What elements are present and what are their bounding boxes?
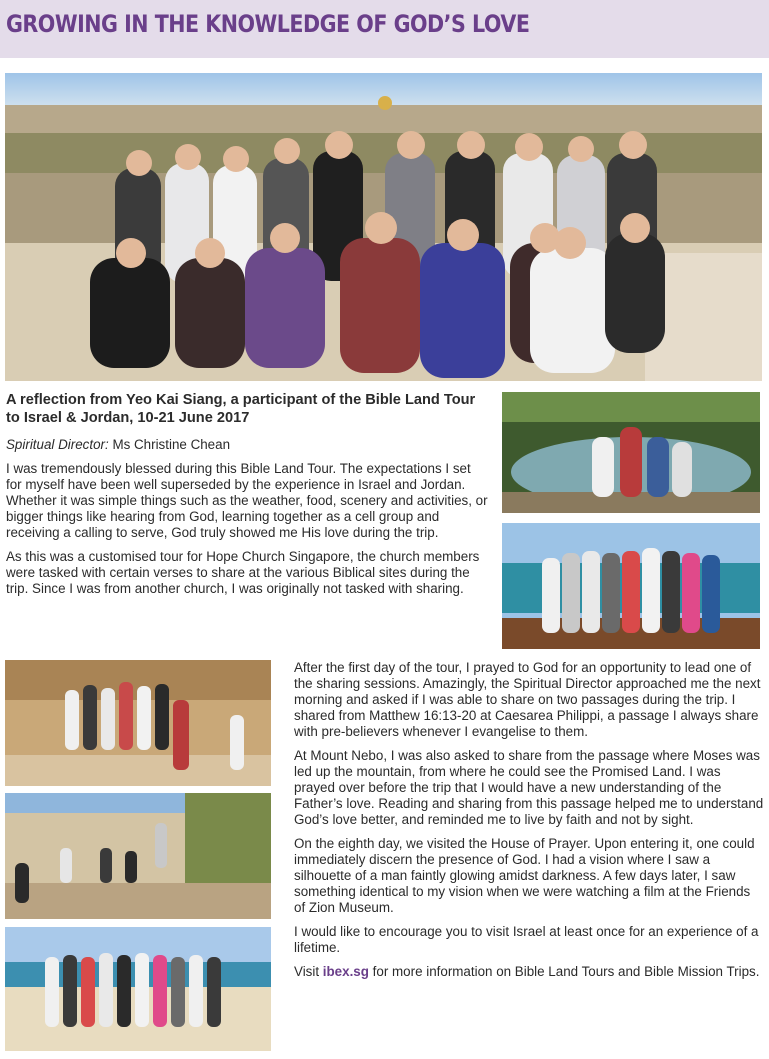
paragraph: I would like to encourage you to visit Israel at least once for an experience of a lifetime. (294, 924, 759, 955)
director-label: Spiritual Director: (6, 437, 109, 452)
photo-garden-pool (502, 392, 760, 513)
paragraph: At Mount Nebo, I was also asked to share from the passage where Moses was led up the mountain, from where he could see the Promised Land. I was prayed over before the trip that I would have a new understanding of the Father’s love. Reading and sharing from this passage helped me to understand God’s love better, and reminded me to live by faith and not by sight. (294, 748, 764, 827)
photo-boat-sea (502, 523, 760, 649)
director-name: Ms Christine Chean (112, 437, 231, 452)
title-banner (0, 0, 769, 58)
ibex-link[interactable]: ibex.sg (322, 964, 369, 979)
paragraph: After the first day of the tour, I prayed to God for an opportunity to lead one of the sharing sessions. Amazingly, the Spiritual Director approached me the next morning and asked if I was able to share on two passages during the trip. I shared from Matthew 16:13-20 at Caesarea Philippi, a passage I always share with pre-believers whenever I evangelise to them. (294, 660, 761, 739)
article-column-2 (294, 660, 764, 988)
photo-canyon-group (5, 660, 271, 786)
group-photo-jerusalem (5, 73, 762, 381)
visit-suffix: for more information on Bible Land Tours and Bible Mission Trips. (368, 964, 760, 979)
article-heading: A reflection from Yeo Kai Siang, a participant of the Bible Land Tour to Israel & Jordan, 10-21 June 2017 (6, 392, 476, 426)
visit-paragraph (294, 964, 764, 980)
paragraph: I was tremendously blessed during this Bible Land Tour. The expectations I set for myself have been well superseded by the experience in Israel and Jordan. Whether it was simple things such as the weather, food, scenery and activities, or bigger things like hearing from God, learning together as a cell group and receiving a calling to serve, God truly showed me His love during the trip. (6, 461, 488, 540)
paragraph: As this was a customised tour for Hope Church Singapore, the church members were tasked with certain verses to share at the various Biblical sites during the trip. Since I was from another church, I was originally not tasked with sharing. (6, 549, 480, 596)
photo-seaside-group (5, 927, 271, 1051)
article-column-1 (6, 391, 488, 605)
photo-rocky-cliffs (5, 793, 271, 919)
spiritual-director-line (6, 437, 488, 453)
visit-prefix: Visit (294, 964, 323, 979)
paragraph: On the eighth day, we visited the House of Prayer. Upon entering it, one could immediately discern the presence of God. I had a vision where I saw a silhouette of a man faintly glowing amidst darkness. A few days later, I saw something identical to my vision when we were watching a film at the Friends of Zion Museum. (294, 836, 755, 915)
page-title: GROWING IN THE KNOWLEDGE OF GOD’S LOVE (6, 10, 530, 38)
